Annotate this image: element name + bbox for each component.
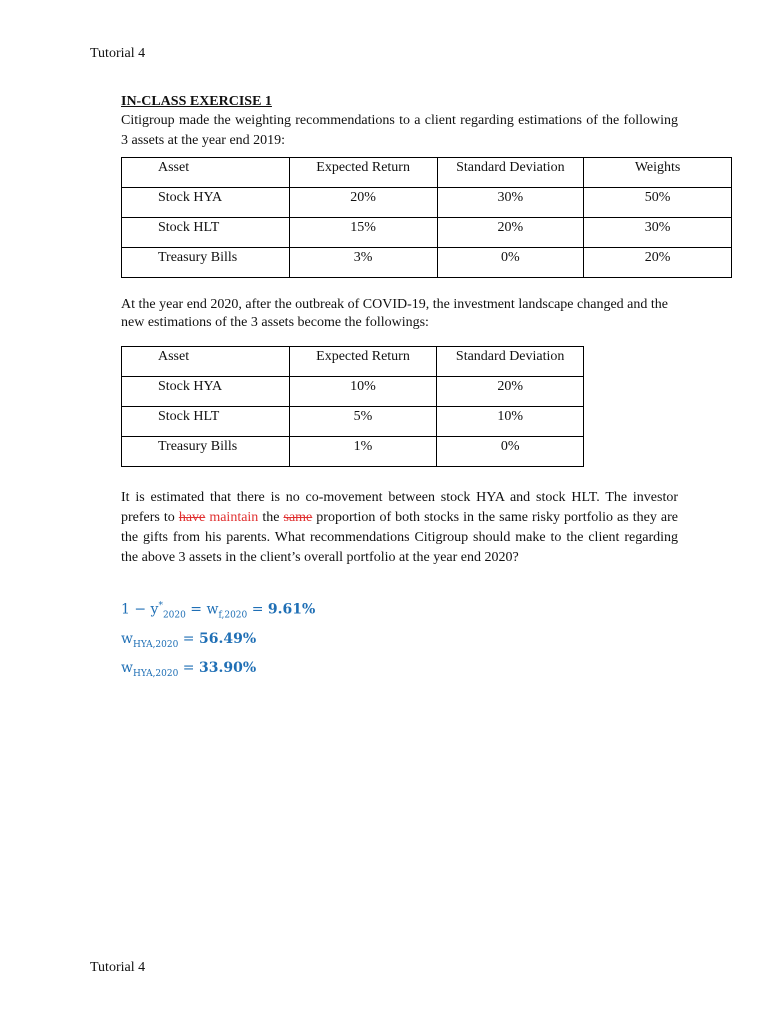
table-row bbox=[122, 248, 732, 278]
table-cell: 20% bbox=[584, 248, 732, 278]
math-term: = bbox=[178, 660, 199, 677]
math-sup: * bbox=[158, 601, 163, 611]
question-text: the bbox=[258, 510, 284, 525]
table-cell: Stock HLT bbox=[122, 218, 290, 248]
question-text: proportion of both stocks in the same risky portfolio as they are the gifts from his parents. What recommendations Citigroup should make to the client regarding the above 3 assets in the client’s overall portfolio at the year end 2020? bbox=[121, 510, 678, 565]
answer-riskfree-weight bbox=[121, 601, 678, 620]
tracked-deletion: have bbox=[178, 510, 206, 525]
table-row bbox=[122, 188, 732, 218]
tracked-deletion: same bbox=[283, 510, 313, 525]
answer-value: 33.90% bbox=[198, 660, 257, 677]
page-footer: Tutorial 4 bbox=[90, 960, 146, 975]
table-2020-estimates bbox=[121, 346, 584, 467]
page-header: Tutorial 4 bbox=[90, 46, 146, 61]
answer-hya-weight bbox=[121, 631, 678, 650]
table-cell: Stock HYA bbox=[122, 188, 290, 218]
table-cell: 10% bbox=[437, 407, 584, 437]
document-body bbox=[121, 92, 681, 680]
table-row bbox=[122, 407, 584, 437]
table-cell: 20% bbox=[437, 218, 584, 248]
math-sub: HYA,2020 bbox=[132, 640, 179, 651]
header-cell: Standard Deviation bbox=[437, 347, 584, 377]
table-row bbox=[122, 218, 732, 248]
exercise-title: IN-CLASS EXERCISE 1 bbox=[121, 94, 272, 109]
table-header-row bbox=[122, 347, 584, 377]
table-cell: 20% bbox=[437, 377, 584, 407]
table-cell: Stock HYA bbox=[122, 377, 290, 407]
table-cell: 1% bbox=[289, 437, 437, 467]
table-cell: 50% bbox=[584, 188, 732, 218]
table-cell: 30% bbox=[584, 218, 732, 248]
header-cell: Asset bbox=[122, 158, 290, 188]
header-cell: Standard Deviation bbox=[437, 158, 584, 188]
table-header-row bbox=[122, 158, 732, 188]
header-cell: Asset bbox=[122, 347, 290, 377]
intro-paragraph: Citigroup made the weighting recommendations to a client regarding estimations of the following 3 assets at the year end 2019: bbox=[121, 113, 678, 148]
table-cell: 3% bbox=[289, 248, 437, 278]
table-cell: 5% bbox=[289, 407, 437, 437]
math-sub: f,2020 bbox=[218, 610, 248, 621]
table-cell: 20% bbox=[289, 188, 437, 218]
math-term: w bbox=[121, 631, 133, 648]
math-sub: 2020 bbox=[162, 610, 186, 621]
table-cell: 30% bbox=[437, 188, 584, 218]
table-row bbox=[122, 377, 584, 407]
answer-value: 9.61% bbox=[267, 601, 316, 618]
table-row bbox=[122, 437, 584, 467]
table-cell: 0% bbox=[437, 437, 584, 467]
table-cell: Treasury Bills bbox=[122, 437, 290, 467]
table-cell: 10% bbox=[289, 377, 437, 407]
table-cell: Treasury Bills bbox=[122, 248, 290, 278]
math-term: = w bbox=[185, 601, 219, 618]
table-2019-estimates bbox=[121, 157, 732, 278]
header-cell: Expected Return bbox=[289, 347, 437, 377]
header-cell: Weights bbox=[584, 158, 732, 188]
table-cell: 0% bbox=[437, 248, 584, 278]
table-cell: Stock HLT bbox=[122, 407, 290, 437]
math-term: 1 − y bbox=[121, 601, 159, 618]
paragraph-2020: At the year end 2020, after the outbreak of COVID-19, the investment landscape changed and the new estimations of the 3 assets become the followings: bbox=[121, 297, 668, 330]
math-term: = bbox=[247, 601, 268, 618]
math-term: = bbox=[178, 631, 199, 648]
question-paragraph bbox=[121, 488, 678, 568]
answer-value: 56.49% bbox=[198, 631, 257, 648]
answer-hya-weight-2 bbox=[121, 660, 678, 679]
math-term: w bbox=[121, 660, 133, 677]
question-text: It is estimated that there is no co-movement between stock HYA and stock HLT. The investor prefers to bbox=[121, 490, 678, 525]
table-cell: 15% bbox=[289, 218, 437, 248]
header-cell: Expected Return bbox=[289, 158, 437, 188]
tracked-insertion: maintain bbox=[205, 510, 259, 525]
math-sub: HYA,2020 bbox=[132, 669, 179, 680]
